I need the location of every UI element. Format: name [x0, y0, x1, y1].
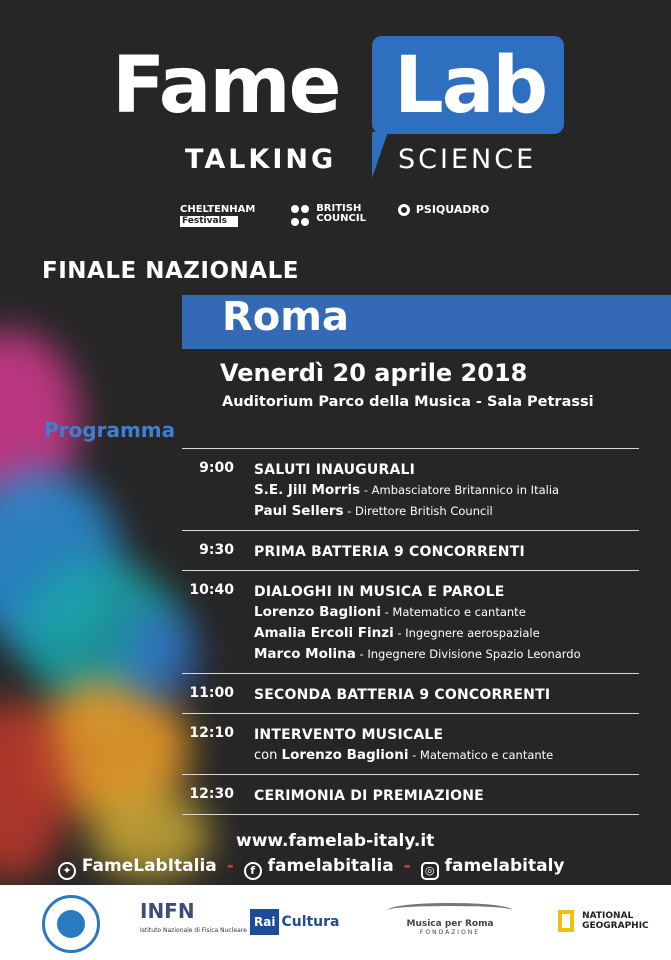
- schedule-row: [182, 714, 639, 775]
- schedule-content: [254, 714, 639, 774]
- sponsor-footer: [0, 885, 671, 960]
- person-name: Paul Sellers: [254, 503, 344, 519]
- schedule-content: [254, 571, 639, 673]
- schedule-person: [254, 480, 639, 501]
- schedule-time: 10:40: [189, 582, 234, 598]
- person-role: - Matematico e cantante: [408, 748, 554, 762]
- cheltenham-name: CHELTENHAM: [180, 204, 256, 215]
- instagram-handle[interactable]: famelabitaly: [444, 856, 565, 876]
- social-links: [58, 856, 565, 880]
- schedule-time: 12:30: [189, 786, 234, 802]
- musica-sub: FONDAZIONE: [419, 929, 481, 936]
- national-geographic-logo: [558, 910, 654, 932]
- person-name: Lorenzo Baglioni: [254, 604, 381, 620]
- facebook-handle[interactable]: famelabitalia: [267, 856, 394, 876]
- schedule-row: [182, 448, 639, 531]
- logo-bubble-tail: [372, 132, 388, 178]
- schedule-person: [254, 602, 639, 623]
- event-date: Venerdì 20 aprile 2018: [220, 359, 528, 387]
- schedule-row: [182, 571, 639, 674]
- separator: -: [226, 856, 234, 876]
- musica-name: Musica per Roma: [406, 919, 494, 929]
- schedule-person: [254, 644, 639, 665]
- twitter-handle[interactable]: FameLabItalia: [81, 856, 217, 876]
- schedule-table: [182, 448, 639, 815]
- schedule-time: 11:00: [189, 685, 234, 701]
- schedule-person: [254, 745, 639, 766]
- schedule-row: [182, 674, 639, 714]
- person-role: - Matematico e cantante: [380, 605, 526, 619]
- schedule-person: [254, 501, 639, 522]
- programma-heading: Programma: [44, 418, 176, 442]
- person-name: Lorenzo Baglioni: [281, 747, 409, 763]
- psiquadro-name: PSIQUADRO: [415, 203, 490, 216]
- twitter-icon: ✦: [58, 862, 76, 880]
- event-venue: Auditorium Parco della Musica - Sala Petrassi: [222, 394, 594, 410]
- person-name: S.E. Jill Morris: [254, 482, 361, 498]
- british-council-name: BRITISH COUNCIL: [316, 203, 366, 224]
- cheltenham-sub: Festivals: [180, 216, 238, 227]
- schedule-heading: SECONDA BATTERIA 9 CONCORRENTI: [254, 687, 551, 703]
- schedule-content: [254, 674, 639, 713]
- rai-cultura-logo: [250, 909, 340, 935]
- schedule-row: [182, 531, 639, 571]
- schedule-row: [182, 775, 639, 815]
- british-council-dots-icon: [290, 204, 310, 224]
- person-name: Amalia Ercoli Finzi: [254, 625, 394, 641]
- person-role: - Direttore British Council: [343, 504, 493, 518]
- schedule-heading: SALUTI INAUGURALI: [254, 462, 416, 478]
- facebook-icon: f: [244, 862, 262, 880]
- schedule-heading: DIALOGHI IN MUSICA E PAROLE: [254, 584, 505, 600]
- finale-heading: FINALE NAZIONALE: [42, 258, 299, 284]
- separator: -: [403, 856, 411, 876]
- person-name: Marco Molina: [254, 646, 356, 662]
- logo-talking: TALKING: [185, 144, 337, 175]
- person-role: - Ingegnere aerospaziale: [393, 626, 540, 640]
- city-name: Roma: [222, 294, 349, 340]
- infn-sub: Istituto Nazionale di Fisica Nucleare: [140, 927, 247, 934]
- psiquadro-logo: [398, 204, 489, 216]
- logo-science: SCIENCE: [398, 144, 537, 175]
- infn-name: INFN: [140, 899, 195, 923]
- natgeo-name: NATIONAL GEOGRAPHIC: [582, 911, 649, 931]
- person-role: - Ambasciatore Britannico in Italia: [360, 483, 560, 497]
- musica-per-roma-logo: [388, 903, 512, 936]
- astronomy-seal-logo: [42, 895, 100, 953]
- cheltenham-logo: [180, 204, 255, 227]
- schedule-time: 9:00: [199, 460, 234, 476]
- schedule-content: [254, 449, 639, 530]
- person-role: - Ingegnere Divisione Spazio Leonardo: [355, 647, 581, 661]
- schedule-time: 9:30: [199, 542, 234, 558]
- website-link[interactable]: www.famelab-italy.it: [236, 831, 435, 851]
- logo-fame: Fame: [112, 41, 340, 131]
- infn-logo: [140, 899, 247, 934]
- schedule-heading: CERIMONIA DI PREMIAZIONE: [254, 788, 484, 804]
- schedule-person: [254, 623, 639, 644]
- schedule-content: [254, 775, 639, 814]
- logo-lab: Lab: [394, 41, 547, 131]
- partner-logos: [178, 204, 498, 230]
- instagram-icon: ◎: [421, 862, 439, 880]
- schedule-heading: PRIMA BATTERIA 9 CONCORRENTI: [254, 544, 525, 560]
- british-council-logo: [290, 204, 366, 224]
- person-prefix: con: [254, 748, 282, 763]
- rai-name: Rai: [250, 909, 279, 935]
- psiquadro-icon: [398, 204, 410, 216]
- schedule-time: 12:10: [189, 725, 234, 741]
- natgeo-frame-icon: [558, 910, 574, 932]
- cultura-name: Cultura: [281, 914, 340, 930]
- schedule-heading: INTERVENTO MUSICALE: [254, 727, 444, 743]
- schedule-content: [254, 531, 639, 570]
- wave-icon: [388, 903, 512, 917]
